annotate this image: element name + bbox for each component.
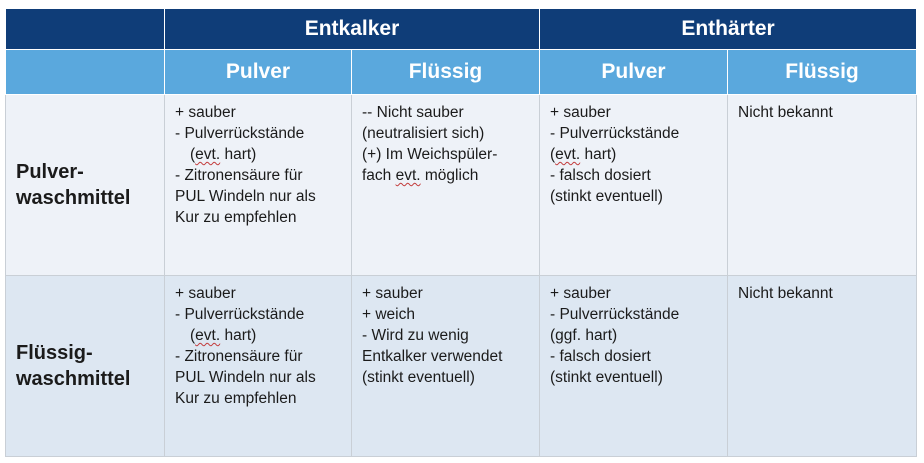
table-row-fluessigwaschmittel <box>6 276 917 457</box>
cell-line <box>175 144 343 165</box>
cell-line <box>362 165 531 186</box>
subheader-entkalker-fluessig: Flüssig <box>352 50 540 95</box>
header-corner <box>6 9 165 50</box>
cell-line: (stinkt eventuell) <box>550 369 663 386</box>
cell-pulver-entkalker-pulver <box>165 95 352 276</box>
cell-line <box>550 144 719 165</box>
cell-line: Kur zu empfehlen <box>175 209 297 226</box>
cell-line: - Pulverrückstände <box>175 306 305 323</box>
comparison-table-wrapper <box>5 8 916 456</box>
cell-line: + sauber <box>550 285 611 302</box>
row-label-line: Pulver- <box>16 161 84 183</box>
header-row-forms <box>6 50 917 95</box>
cell-line: - Pulverrückstände <box>175 125 305 142</box>
cell-line: + weich <box>362 306 415 323</box>
row-label-fluessigwaschmittel <box>6 276 165 457</box>
cell-line: - falsch dosiert <box>550 348 651 365</box>
cell-pulver-enthaerter-pulver <box>540 95 728 276</box>
cell-line: + sauber <box>175 285 236 302</box>
row-label-line: waschmittel <box>16 368 131 390</box>
spellcheck-word: evt. <box>195 146 221 163</box>
cell-pulver-entkalker-fluessig <box>352 95 540 276</box>
header-enthaerter: Enthärter <box>540 9 917 50</box>
header-entkalker: Entkalker <box>165 9 540 50</box>
cell-line: - Zitronensäure für <box>175 167 303 184</box>
text-fragment: hart) <box>220 146 257 163</box>
text-fragment: möglich <box>420 167 479 184</box>
table-row-pulverwaschmittel <box>6 95 917 276</box>
subheader-corner <box>6 50 165 95</box>
row-label-pulverwaschmittel <box>6 95 165 276</box>
cell-fluessig-enthaerter-fluessig <box>728 276 917 457</box>
subheader-entkalker-pulver: Pulver <box>165 50 352 95</box>
cell-line: - Pulverrückstände <box>550 125 680 142</box>
cell-line <box>175 325 343 346</box>
cell-line: PUL Windeln nur als <box>175 369 316 386</box>
text-fragment: ( <box>190 327 196 344</box>
subheader-enthaerter-fluessig: Flüssig <box>728 50 917 95</box>
text-fragment: hart) <box>220 327 257 344</box>
cell-line: + sauber <box>550 104 611 121</box>
cell-line: (neutralisiert sich) <box>362 125 485 142</box>
spellcheck-word: evt. <box>395 167 421 184</box>
cell-line: (ggf. hart) <box>550 327 618 344</box>
cell-line: - falsch dosiert <box>550 167 651 184</box>
comparison-table <box>5 8 917 457</box>
cell-fluessig-entkalker-fluessig <box>352 276 540 457</box>
cell-pulver-enthaerter-fluessig <box>728 95 917 276</box>
cell-fluessig-enthaerter-pulver <box>540 276 728 457</box>
cell-fluessig-entkalker-pulver <box>165 276 352 457</box>
text-fragment: ( <box>550 146 556 163</box>
cell-line: -- Nicht sauber <box>362 104 464 121</box>
row-label-line: Flüssig- <box>16 342 93 364</box>
cell-line: Entkalker verwendet <box>362 348 503 365</box>
cell-line: PUL Windeln nur als <box>175 188 316 205</box>
cell-line: Kur zu empfehlen <box>175 390 297 407</box>
text-fragment: fach <box>362 167 396 184</box>
spellcheck-word: evt. <box>555 146 581 163</box>
cell-line: (stinkt eventuell) <box>550 188 663 205</box>
row-label-line: waschmittel <box>16 187 131 209</box>
header-row-groups <box>6 9 917 50</box>
cell-line: + sauber <box>362 285 423 302</box>
cell-line: (stinkt eventuell) <box>362 369 475 386</box>
cell-line: + sauber <box>175 104 236 121</box>
cell-line: - Wird zu wenig <box>362 327 469 344</box>
subheader-enthaerter-pulver: Pulver <box>540 50 728 95</box>
text-fragment: ( <box>190 146 196 163</box>
cell-line: (+) Im Weichspüler- <box>362 146 498 163</box>
text-fragment: hart) <box>580 146 617 163</box>
cell-line: - Pulverrückstände <box>550 306 680 323</box>
cell-line: Nicht bekannt <box>738 104 833 121</box>
cell-line: Nicht bekannt <box>738 285 833 302</box>
cell-line: - Zitronensäure für <box>175 348 303 365</box>
spellcheck-word: evt. <box>195 327 221 344</box>
